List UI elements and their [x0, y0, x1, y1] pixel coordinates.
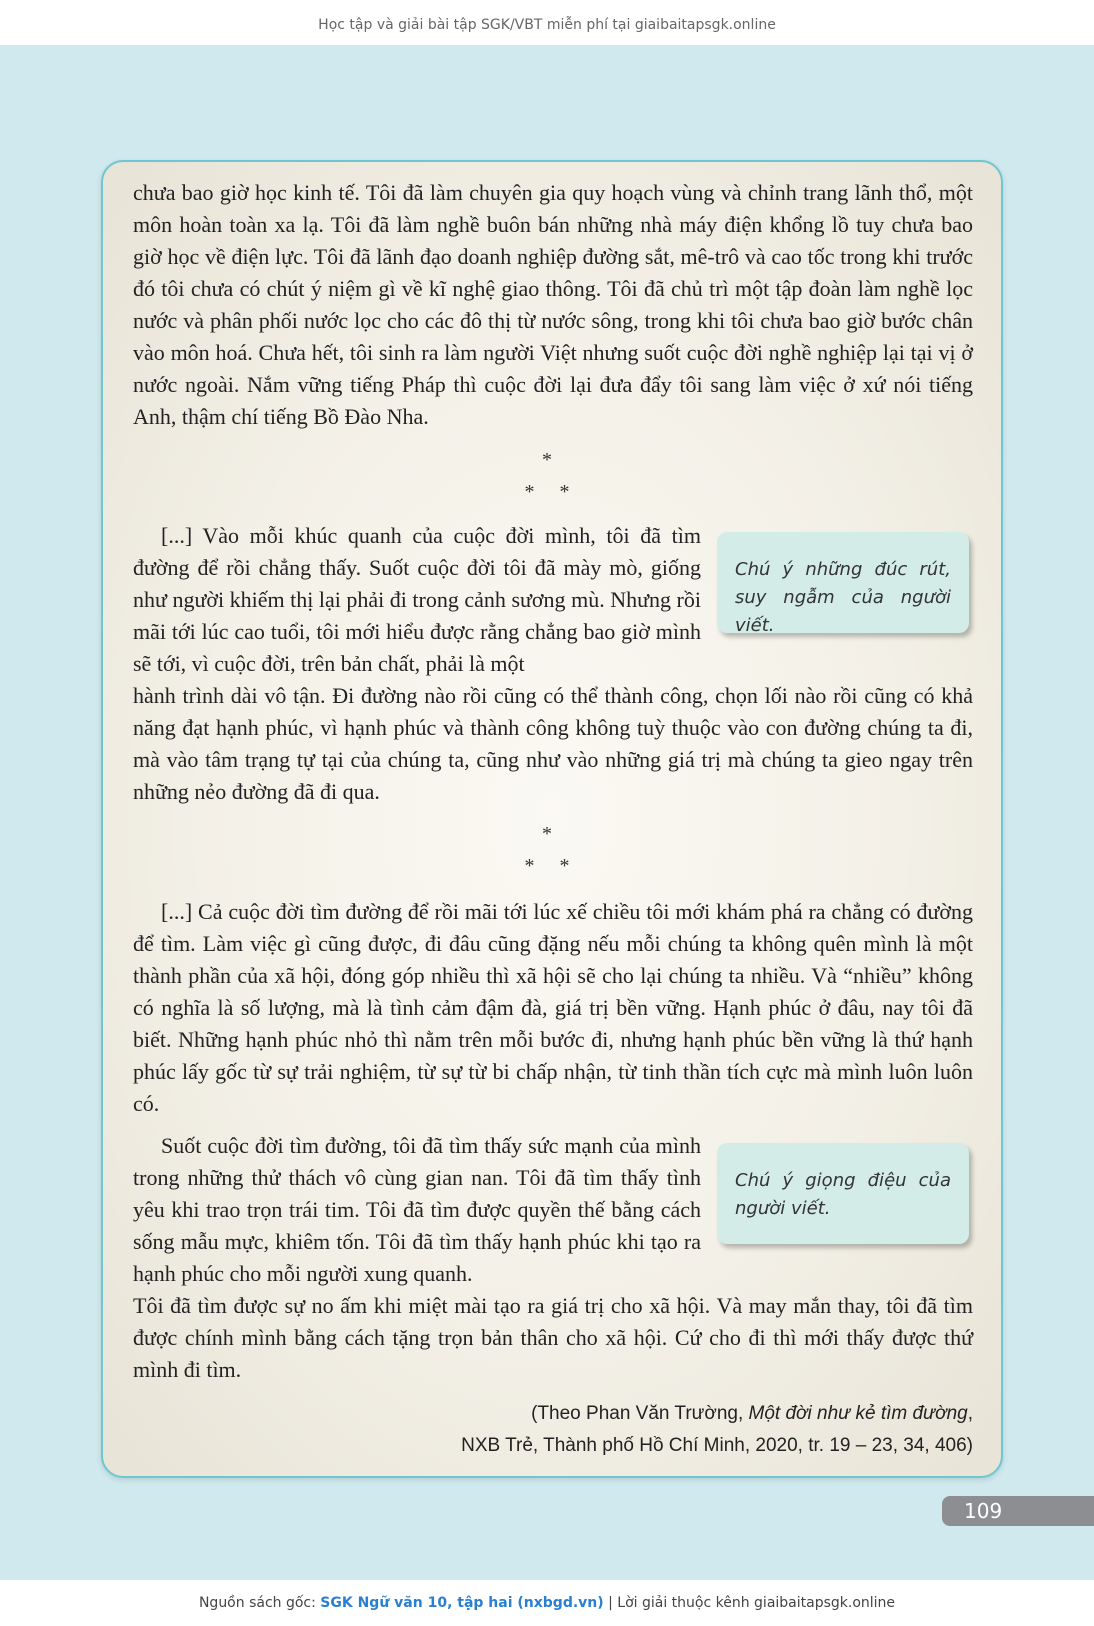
paragraph-1: chưa bao giờ học kinh tế. Tôi đã làm chuyên gia quy hoạch vùng và chỉnh trang lãnh thổ, một môn hoàn toàn xa lạ. Tôi đã làm nghề buôn bán những nhà máy điện khổng lồ tuy chưa bao giờ học về điện lực. Tôi đã lãnh đạo doanh nghiệp đường sắt, mê-trô và cao tốc trong khi trước đó tôi chưa có chút ý niệm gì về kĩ nghệ giao thông. Tôi đã chủ trì một tập đoàn làm nghề lọc nước và phân phối nước lọc cho các đô thị từ nước sông, trong khi tôi chưa bao giờ bước chân vào môn hoá. Chưa hết, tôi sinh ra làm người Việt nhưng suốt cuộc đời nghề nghiệp lại tại vị ở nước ngoài. Nắm vững tiếng Pháp thì cuộc đời lại đưa đẩy tôi sang làm việc ở xứ nói tiếng Anh, thậm chí tiếng Bồ Đào Nha.	[133, 180, 973, 429]
footer-suffix: | Lời giải thuộc kênh giaibaitapsgk.online	[603, 1595, 896, 1611]
paragraph-4-top: Suốt cuộc đời tìm đường, tôi đã tìm thấy sức mạnh của mình trong những thử thách vô cùng gian nan. Tôi đã tìm thấy tình yêu khi trao trọn trái tim. Tôi đã tìm được quyền thế bằng cách sống mẫu mực, khiêm tốn. Tôi đã tìm thấy hạnh phúc khi tạo ra hạnh phúc cho mỗi người xung quanh.	[133, 1133, 701, 1286]
side-note-1: Chú ý những đúc rút, suy ngẫm của người viết.	[717, 532, 969, 633]
site-header	[0, 0, 1094, 45]
citation-prefix: (Theo Phan Văn Trường,	[531, 1403, 749, 1424]
section-divider-2-bottom: * *	[524, 855, 570, 877]
section-divider-top: *	[542, 449, 552, 471]
header-text: Học tập và giải bài tập SGK/VBT miễn phí tại giaibaitapsgk.online	[318, 17, 776, 33]
citation-title: Một đời như kẻ tìm đường	[748, 1403, 968, 1424]
footer-prefix: Nguồn sách gốc:	[198, 1595, 321, 1611]
paragraph-2-bottom: hành trình dài vô tận. Đi đường nào rồi cũng có thể thành công, chọn lối nào rồi cũng có khả năng đạt hạnh phúc, vì hạnh phúc và thành công không tuỳ thuộc vào con đường chúng ta đi, mà vào tâm trạng tự tại của chúng ta, cũng như vào những giá trị mà chúng ta gieo ngay trên những nẻo đường đã đi qua.	[133, 683, 973, 804]
citation-comma: ,	[967, 1403, 973, 1424]
citation-line-2: NXB Trẻ, Thành phố Hồ Chí Minh, 2020, tr. 19 – 23, 34, 406)	[461, 1435, 973, 1456]
source-link[interactable]: SGK Ngữ văn 10, tập hai (nxbgd.vn)	[320, 1595, 604, 1611]
paragraph-3: [...] Cả cuộc đời tìm đường để rồi mãi tới lúc xế chiều tôi mới khám phá ra chẳng có đường để tìm. Làm việc gì cũng được, đi đâu cũng đặng nếu mỗi chúng ta không quên mình là một thành phần của xã hội, đóng góp nhiều thì xã hội sẽ cho lại chúng ta nhiều. Và “nhiều” không có nghĩa là số lượng, mà là tình cảm đậm đà, giá trị bền vững. Hạnh phúc ở đâu, nay tôi đã biết. Những hạnh phúc nhỏ thì nằm trên mỗi bước đi, nhưng hạnh phúc bền vững là thứ hạnh phúc lấy gốc từ sự trải nghiệm, từ sự từ bi chấp nhận, từ tinh thần tích cực mà mình luôn luôn có.	[133, 899, 973, 1116]
citation-line-1	[133, 1398, 973, 1430]
paragraph-2-top: [...] Vào mỗi khúc quanh của cuộc đời mình, tôi đã tìm đường để rồi chẳng thấy. Suốt cuộc đời tôi đã mày mò, giống như người khiếm thị lại phải đi trong cảnh sương mù. Nhưng rồi mãi tới lúc cao tuổi, tôi mới hiểu được rằng chẳng bao giờ mình sẽ tới, vì cuộc đời, trên bản chất, phải là một	[133, 523, 701, 676]
section-divider-bottom: * *	[524, 481, 570, 503]
side-note-2: Chú ý giọng điệu của người viết.	[717, 1143, 969, 1244]
page-number: 109	[942, 1496, 1094, 1526]
site-footer	[0, 1580, 1094, 1626]
paragraph-4-bottom: Tôi đã tìm được sự no ấm khi miệt mài tạo ra giá trị cho xã hội. Và may mắn thay, tôi đã tìm được chính mình bằng cách tặng trọn bản thân cho xã hội. Cứ cho đi thì mới thấy được thứ mình đi tìm.	[133, 1293, 973, 1382]
section-divider-2-top: *	[542, 823, 552, 845]
